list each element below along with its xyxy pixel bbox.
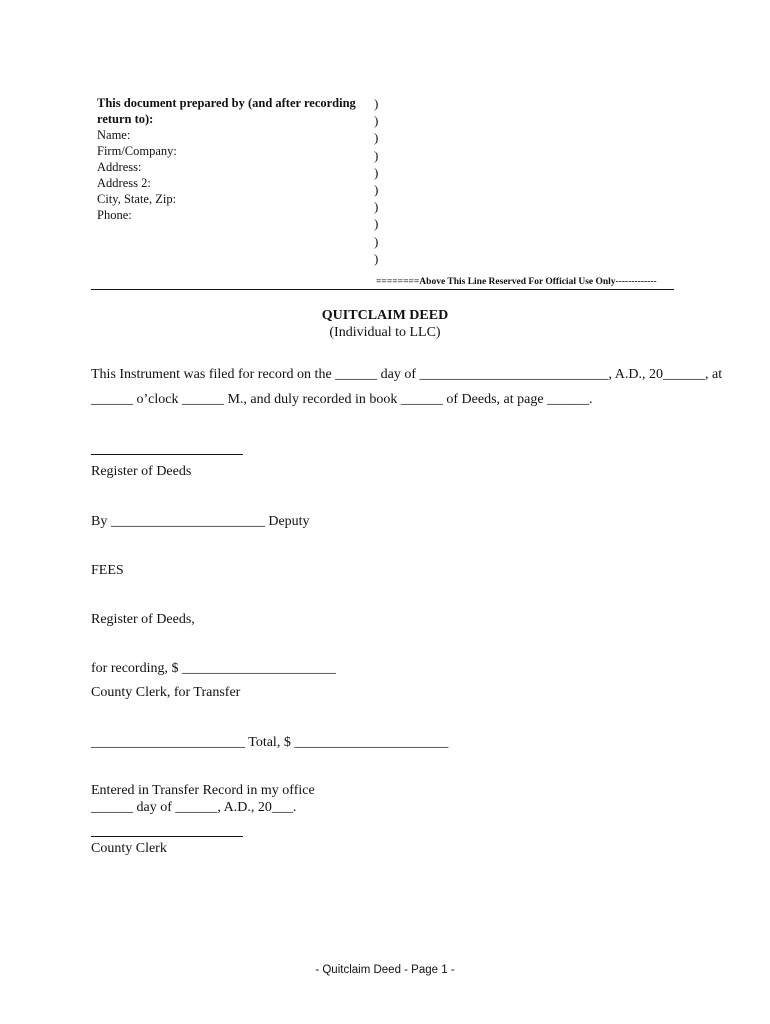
filing-line-1: This Instrument was filed for record on the ______ day of ___________________________, A.D., 20______, at bbox=[91, 367, 723, 382]
document-subtitle: (Individual to LLC) bbox=[329, 325, 441, 340]
prepared-by-heading-line1: This document prepared by (and after recording bbox=[97, 96, 356, 110]
field-firm-label: Firm/Company: bbox=[97, 144, 177, 158]
field-address-label: Address: bbox=[97, 160, 142, 174]
field-phone-label: Phone: bbox=[97, 208, 132, 222]
official-use-rule bbox=[91, 289, 674, 290]
field-address2-label: Address 2: bbox=[97, 176, 151, 190]
filing-line-2: ______ o’clock ______ M., and duly recorded in book ______ of Deeds, at page ______. bbox=[91, 392, 593, 407]
field-name-label: Name: bbox=[97, 128, 131, 142]
register-signature-line bbox=[91, 454, 243, 455]
transfer-record-line-2: ______ day of ______, A.D., 20___. bbox=[91, 800, 297, 815]
total-fee-line: ______________________ Total, $ ______________________ bbox=[91, 735, 449, 750]
fees-register-label: Register of Deeds, bbox=[91, 612, 195, 627]
prepared-by-heading-line2: return to): bbox=[97, 112, 154, 126]
county-clerk-label: County Clerk bbox=[91, 841, 167, 856]
county-clerk-transfer-label: County Clerk, for Transfer bbox=[91, 685, 241, 700]
recording-fee-line: for recording, $ ______________________ bbox=[91, 661, 336, 676]
county-clerk-signature-line bbox=[91, 836, 243, 837]
register-of-deeds-label: Register of Deeds bbox=[91, 464, 192, 479]
page-footer: - Quitclaim Deed - Page 1 - bbox=[315, 964, 455, 976]
fees-heading: FEES bbox=[91, 563, 124, 578]
paren-column: ) ) ) ) ) ) ) ) ) ) bbox=[374, 96, 379, 266]
prepared-by-block bbox=[97, 95, 356, 223]
document-title: QUITCLAIM DEED bbox=[321, 308, 449, 323]
transfer-record-line-1: Entered in Transfer Record in my office bbox=[91, 783, 315, 798]
deputy-line: By ______________________ Deputy bbox=[91, 514, 310, 529]
field-city-state-zip-label: City, State, Zip: bbox=[97, 192, 177, 206]
reserved-line-text: ========Above This Line Reserved For Official Use Only------------- bbox=[376, 277, 657, 287]
